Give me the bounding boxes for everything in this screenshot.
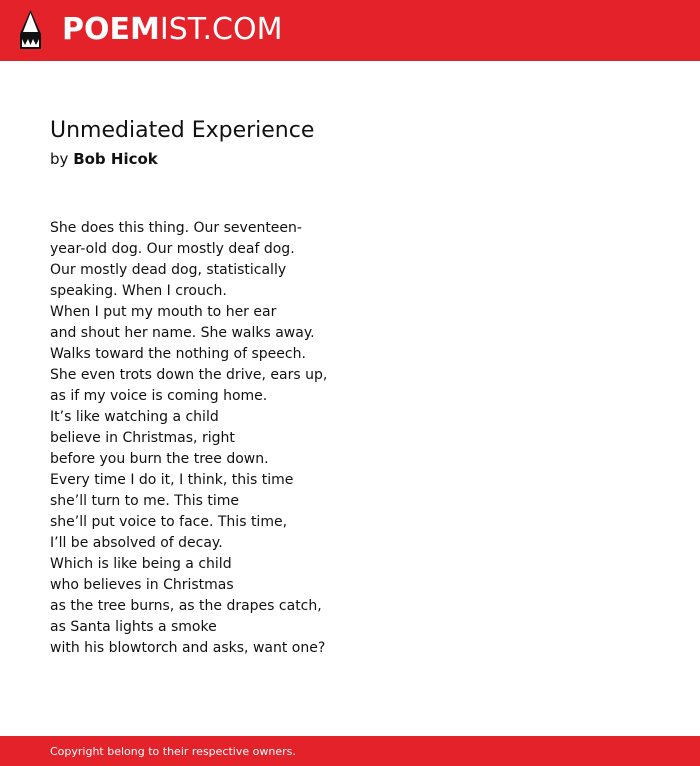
poem-byline xyxy=(50,148,158,170)
poem-line: I’ll be absolved of decay. xyxy=(50,535,223,551)
poem-line: believe in Christmas, right xyxy=(50,430,235,446)
poem-line: she’ll put voice to face. This time, xyxy=(50,514,288,530)
logo-bold-text: POEM xyxy=(62,12,160,47)
poem-line: Our mostly dead dog, statistically xyxy=(50,262,287,278)
poem-line: as Santa lights a smoke xyxy=(50,619,217,635)
pen-nib-icon[interactable] xyxy=(18,10,43,51)
poem-body xyxy=(50,218,370,659)
site-logo[interactable] xyxy=(62,12,282,48)
poem-line: When I put my mouth to her ear xyxy=(50,304,277,320)
poem-line: It’s like watching a child xyxy=(50,409,219,425)
site-footer xyxy=(0,736,700,766)
poem-line: Walks toward the nothing of speech. xyxy=(50,346,306,362)
poem-line: She does this thing. Our seventeen- xyxy=(50,220,302,236)
logo-light-text: IST.COM xyxy=(159,12,283,47)
poem-line: year-old dog. Our mostly deaf dog. xyxy=(50,241,295,257)
poem-line: She even trots down the drive, ears up, xyxy=(50,367,328,383)
poem-line: she’ll turn to me. This time xyxy=(50,493,239,509)
site-header xyxy=(0,0,700,61)
poem-line: as the tree burns, as the drapes catch, xyxy=(50,598,322,614)
poem-line: Every time I do it, I think, this time xyxy=(50,472,294,488)
poem-author: Bob Hicok xyxy=(73,150,158,168)
poem-line: Which is like being a child xyxy=(50,556,232,572)
poem-line: and shout her name. She walks away. xyxy=(50,325,315,341)
poem-line: as if my voice is coming home. xyxy=(50,388,268,404)
copyright-text: Copyright belong to their respective owners. xyxy=(50,745,296,758)
poem-line: speaking. When I crouch. xyxy=(50,283,227,299)
poem-title: Unmediated Experience xyxy=(50,118,315,143)
by-label: by xyxy=(50,150,69,168)
poem-line: with his blowtorch and asks, want one? xyxy=(50,640,326,656)
poem-line: before you burn the tree down. xyxy=(50,451,269,467)
poem-line: who believes in Christmas xyxy=(50,577,234,593)
